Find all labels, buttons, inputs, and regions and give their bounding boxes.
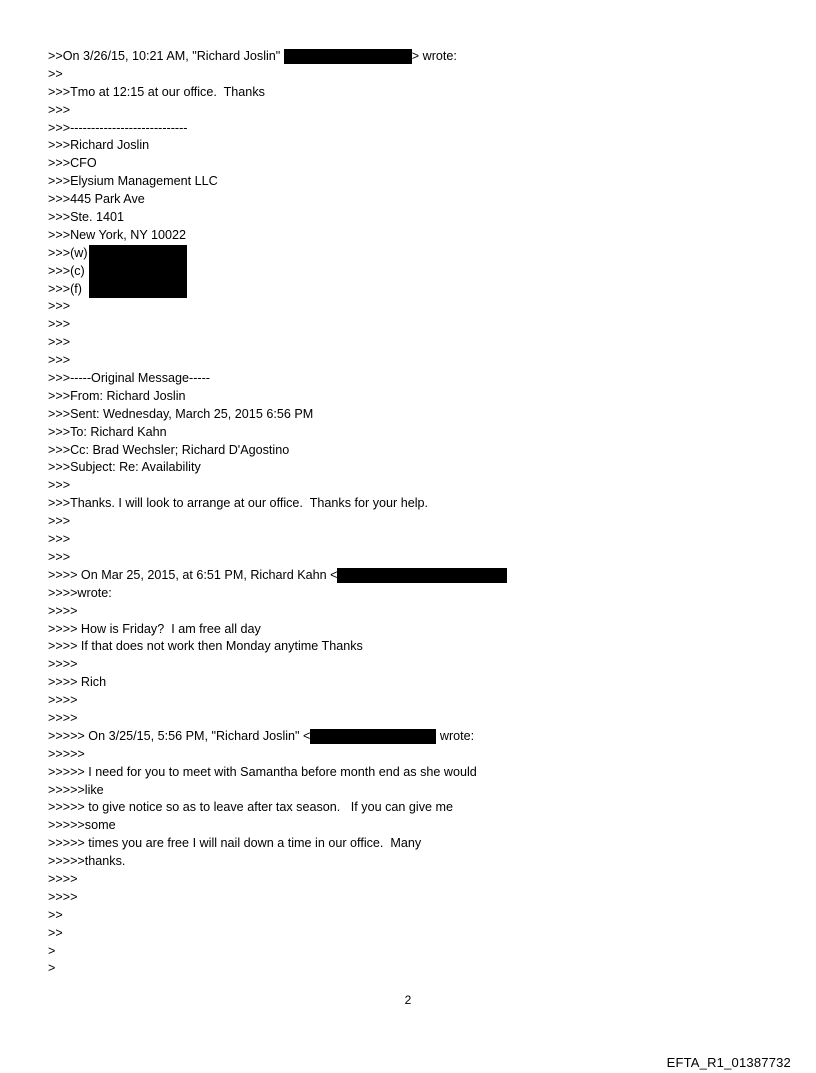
email-line: >>> xyxy=(48,532,71,547)
phone-numbers-redaction xyxy=(89,245,187,298)
email-line: >>>>>thanks. xyxy=(48,854,126,869)
email-line: >>>Ste. 1401 xyxy=(48,210,124,225)
email-line: >>>Richard Joslin xyxy=(48,138,150,153)
email-line: >>>(f) xyxy=(48,281,82,296)
email-line: >>>Elysium Management LLC xyxy=(48,174,218,189)
email-line: >>>> xyxy=(48,603,78,618)
email-line: >>>> xyxy=(48,889,78,904)
email-line: >>>> How is Friday? I am free all day xyxy=(48,621,261,636)
email-line: >>>>>some xyxy=(48,818,116,833)
email-line: > xyxy=(48,943,56,958)
email-line: >>> xyxy=(48,549,71,564)
email-line: >>> xyxy=(48,478,71,493)
email-line: >>>445 Park Ave xyxy=(48,192,145,207)
email-line: >> xyxy=(48,925,63,940)
email-line: >>>-----Original Message----- xyxy=(48,371,210,386)
email-line: >>>Sent: Wednesday, March 25, 2015 6:56 PM xyxy=(48,406,314,421)
email-line: >>>> xyxy=(48,693,78,708)
email-line: >> xyxy=(48,907,63,922)
page-number: 2 xyxy=(404,993,412,1007)
email-body xyxy=(48,48,788,978)
email-line: >>>>> On 3/25/15, 5:56 PM, "Richard Joslin" < wrote: xyxy=(48,728,475,743)
email-line: >>>Cc: Brad Wechsler; Richard D'Agostino xyxy=(48,442,290,457)
email-line: >>>> xyxy=(48,657,78,672)
email-line: >>>Tmo at 12:15 at our office. Thanks xyxy=(48,84,265,99)
email-line: >>>CFO xyxy=(48,156,97,171)
email-line: >>>>> times you are free I will nail down a time in our office. Many xyxy=(48,836,422,851)
email-line: >>> xyxy=(48,299,71,314)
email-line: >>>To: Richard Kahn xyxy=(48,424,167,439)
email-line: >>>> xyxy=(48,710,78,725)
email-line: >>> xyxy=(48,317,71,332)
email-line: >>> xyxy=(48,514,71,529)
email-line: >>> xyxy=(48,102,71,117)
email-line: >>>Subject: Re: Availability xyxy=(48,460,201,475)
redaction-box xyxy=(337,568,507,583)
email-line: > xyxy=(48,961,56,976)
redaction-box xyxy=(310,729,436,744)
email-line: >>>> Rich xyxy=(48,675,107,690)
redaction-box xyxy=(284,49,412,64)
email-line: >>On 3/26/15, 10:21 AM, "Richard Joslin" > wrote: xyxy=(48,49,457,63)
email-line: >>>> On Mar 25, 2015, at 6:51 PM, Richard Kahn < xyxy=(48,567,788,585)
email-line: >>>>> I need for you to meet with Samantha before month end as she would xyxy=(48,764,477,779)
email-line: >>>From: Richard Joslin xyxy=(48,388,186,403)
email-line: >>>(c) xyxy=(48,263,85,278)
email-line: >>> xyxy=(48,353,71,368)
email-line: >>> xyxy=(48,335,71,350)
bates-number: EFTA_R1_01387732 xyxy=(666,1055,791,1070)
email-line: >>>>> xyxy=(48,746,85,761)
email-line: >> xyxy=(48,66,63,81)
email-line: >>>>> to give notice so as to leave after tax season. If you can give me xyxy=(48,800,453,815)
email-line: >>>> If that does not work then Monday anytime Thanks xyxy=(48,639,363,654)
email-line: >>>> xyxy=(48,871,78,886)
email-line: >>>---------------------------- xyxy=(48,120,188,135)
email-line: >>>>wrote: xyxy=(48,585,112,600)
email-line: >>>Thanks. I will look to arrange at our office. Thanks for your help. xyxy=(48,496,429,511)
email-line: >>>New York, NY 10022 xyxy=(48,227,187,242)
email-line: >>>(w) xyxy=(48,245,88,260)
email-line: >>>>>like xyxy=(48,782,104,797)
